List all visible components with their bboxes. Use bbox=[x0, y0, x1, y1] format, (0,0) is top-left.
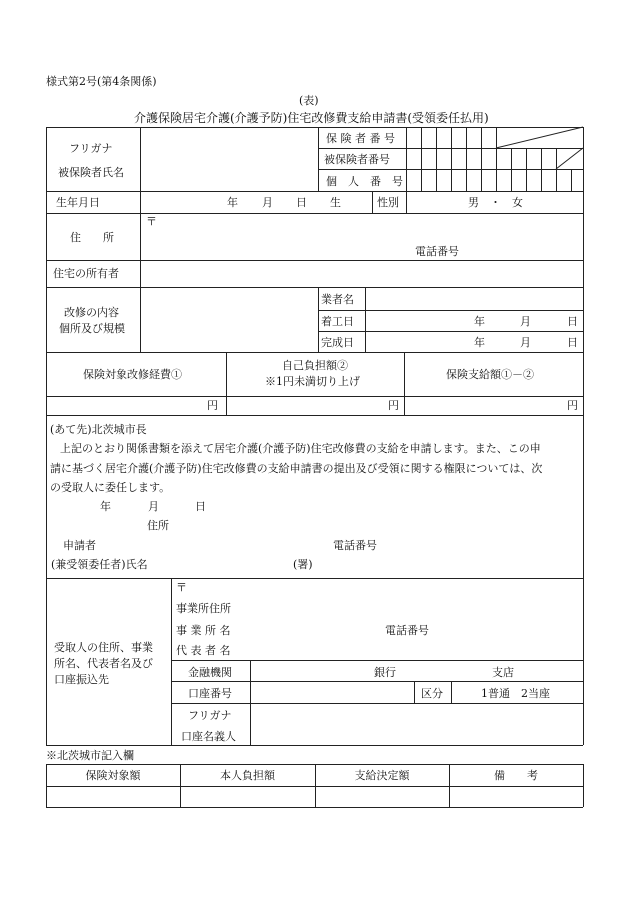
bank-label: 金融機関 bbox=[188, 666, 232, 679]
city-section-title: ※北茨城市記入欄 bbox=[46, 749, 134, 762]
benefit-yen: 円 bbox=[567, 399, 578, 412]
address-postal-mark: 〒 bbox=[146, 215, 157, 228]
city-col-decision: 支給決定額 bbox=[354, 769, 410, 782]
form-number: 様式第2号(第4条関係) bbox=[46, 75, 157, 88]
insured-cost-yen: 円 bbox=[207, 399, 218, 412]
start-month: 月 bbox=[520, 315, 531, 328]
recipient-postal-mark: 〒 bbox=[176, 581, 187, 594]
city-col-remarks: 備 考 bbox=[494, 769, 538, 782]
address-label: 住 所 bbox=[70, 231, 114, 244]
addressee: (あて先)北茨城市長 bbox=[50, 423, 147, 436]
declaration-year: 年 bbox=[100, 500, 111, 513]
declaration-phone-label: 電話番号 bbox=[333, 539, 377, 552]
self-pay-note: ※1円未満切り上げ bbox=[265, 375, 360, 388]
dob-born: 生 bbox=[330, 196, 341, 209]
self-pay-label: 自己負担額② bbox=[282, 359, 348, 372]
declaration-line-3: の受取人に委任します。 bbox=[50, 481, 171, 494]
holder-furigana-label: フリガナ bbox=[188, 709, 232, 722]
form-side-label: (表) bbox=[299, 94, 319, 107]
complete-day: 日 bbox=[567, 336, 578, 349]
declaration-address-label: 住所 bbox=[147, 519, 169, 532]
recipient-label-2: 所名、代表者名及び bbox=[54, 657, 153, 670]
recipient-label-1: 受取人の住所、事業 bbox=[54, 641, 153, 654]
self-pay-yen: 円 bbox=[388, 399, 399, 412]
applicant-label: 申請者 bbox=[63, 539, 96, 552]
dob-label: 生年月日 bbox=[56, 196, 100, 209]
benefit-label: 保険支給額①－② bbox=[446, 368, 534, 381]
recipient-phone-label: 電話番号 bbox=[385, 624, 429, 637]
dob-day: 日 bbox=[296, 196, 307, 209]
declaration-day: 日 bbox=[195, 500, 206, 513]
signature-mark: (署) bbox=[293, 558, 313, 571]
contractor-label: 業者名 bbox=[321, 293, 354, 306]
dob-month: 月 bbox=[262, 196, 273, 209]
bank-suffix: 銀行 bbox=[374, 666, 396, 679]
renovation-scale-label: 個所及び規模 bbox=[59, 322, 125, 335]
insured-cost-label: 保険対象改修経費① bbox=[83, 368, 182, 381]
account-holder-label: 口座名義人 bbox=[181, 730, 236, 743]
account-type-options: 1普通 2当座 bbox=[481, 687, 550, 700]
agent-name-label: (兼受領委任者)氏名 bbox=[51, 558, 148, 571]
declaration-line-2: 請に基づく居宅介護(介護予防)住宅改修費の支給申請書の提出及び受領に関する権限については、次 bbox=[50, 462, 543, 475]
start-year: 年 bbox=[474, 315, 485, 328]
renovation-content-label: 改修の内容 bbox=[64, 306, 119, 319]
representative-label: 代 表 者 名 bbox=[176, 644, 231, 657]
dob-year: 年 bbox=[227, 196, 238, 209]
city-col-insured-amount: 保険対象額 bbox=[85, 769, 141, 782]
form-title: 介護保険居宅介護(介護予防)住宅改修費支給申請書(受領委任払用) bbox=[134, 111, 489, 125]
complete-date-label: 完成日 bbox=[321, 336, 354, 349]
insured-name-label: 被保険者氏名 bbox=[58, 166, 124, 179]
start-day: 日 bbox=[567, 315, 578, 328]
office-name-label: 事 業 所 名 bbox=[176, 624, 231, 637]
complete-month: 月 bbox=[520, 336, 531, 349]
account-type-label: 区分 bbox=[421, 687, 443, 700]
start-date-label: 着工日 bbox=[321, 315, 354, 328]
sex-label: 性別 bbox=[377, 196, 399, 209]
insured-number-label: 被保険者番号 bbox=[324, 153, 390, 166]
owner-label: 住宅の所有者 bbox=[53, 267, 119, 280]
sex-options: 男 ・ 女 bbox=[468, 196, 523, 209]
address-phone-label: 電話番号 bbox=[415, 245, 459, 258]
personal-number-label: 個 人 番 号 bbox=[326, 175, 403, 188]
declaration-line-1: 上記のとおり関係書類を添えて居宅介護(介護予防)住宅改修費の支給を申請します。また、この申 bbox=[60, 442, 541, 455]
office-address-label: 事業所住所 bbox=[176, 602, 231, 615]
insurer-number-label: 保 険 者 番 号 bbox=[326, 132, 395, 145]
account-number-label: 口座番号 bbox=[188, 687, 232, 700]
branch-label: 支店 bbox=[492, 666, 514, 679]
furigana-label: フリガナ bbox=[69, 142, 113, 155]
recipient-label-3: 口座振込先 bbox=[54, 673, 109, 686]
city-col-self-pay: 本人負担額 bbox=[220, 769, 275, 782]
declaration-month: 月 bbox=[148, 500, 159, 513]
complete-year: 年 bbox=[474, 336, 485, 349]
